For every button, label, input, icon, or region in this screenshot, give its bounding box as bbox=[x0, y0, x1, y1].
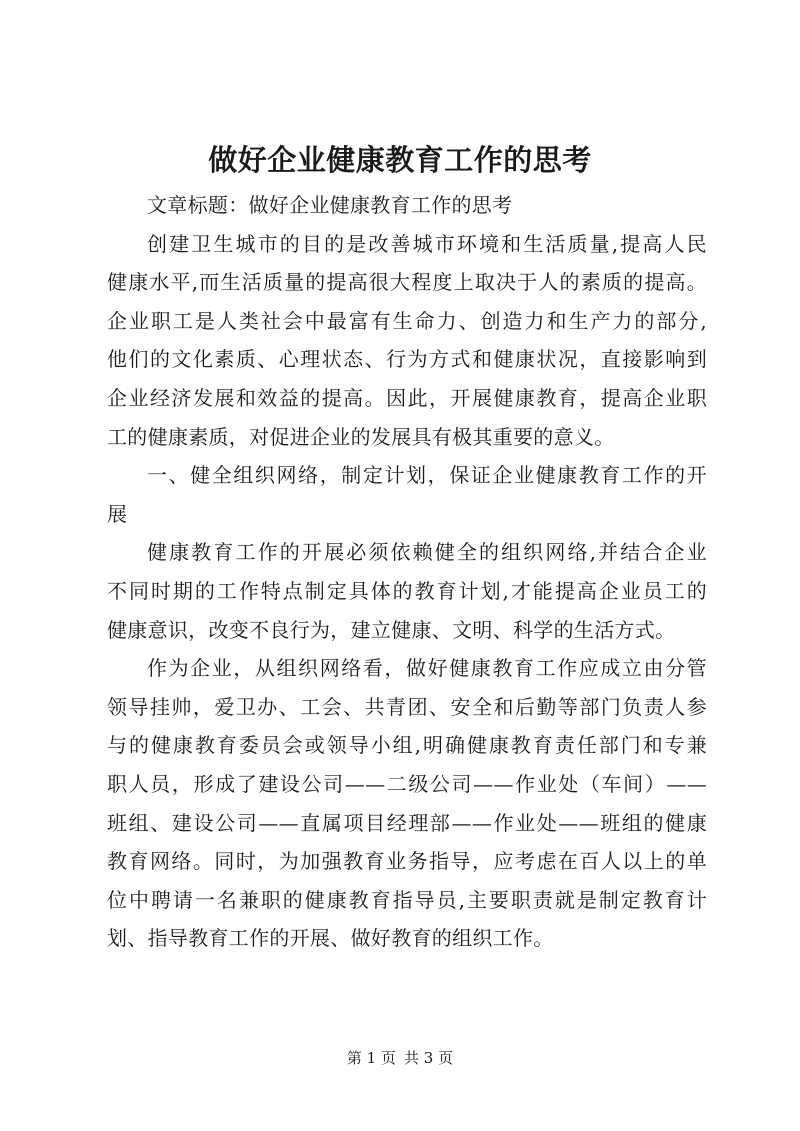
text-line: 与的健康教育委员会或领导小组,明确健康教育责任部门和专兼 bbox=[107, 733, 707, 758]
document-title: 做好企业健康教育工作的思考 bbox=[208, 143, 592, 177]
text-line: 企业职工是人类社会中最富有生命力、创造力和生产力的部分, bbox=[107, 308, 707, 333]
paragraph-intro bbox=[107, 225, 707, 457]
text-line: 一、健全组织网络，制定计划，保证企业健康教育工作的开 bbox=[147, 463, 707, 488]
text-line: 他们的文化素质、心理状态、行为方式和健康状况，直接影响到 bbox=[107, 347, 707, 372]
text-line: 文章标题：做好企业健康教育工作的思考 bbox=[147, 193, 513, 217]
document-body bbox=[107, 186, 707, 958]
text-line: 企业经济发展和效益的提高。因此，开展健康教育，提高企业职 bbox=[107, 385, 707, 410]
text-line: 班组、建设公司——直属项目经理部——作业处——班组的健康 bbox=[107, 810, 707, 835]
text-line: 作为企业，从组织网络看，做好健康教育工作应成立由分管 bbox=[147, 656, 707, 681]
page-number: 第 1 页 bbox=[346, 1049, 396, 1067]
text-line: 位中聘请一名兼职的健康教育指导员,主要职责就是制定教育计 bbox=[107, 887, 707, 912]
paragraph-article-title bbox=[107, 186, 707, 225]
text-line: 健康教育工作的开展必须依赖健全的组织网络,并结合企业 bbox=[147, 540, 707, 565]
text-line: 领导挂帅，爱卫办、工会、共青团、安全和后勤等部门负责人参 bbox=[107, 694, 707, 719]
section-heading-1 bbox=[107, 456, 707, 533]
text-line: 健康水平,而生活质量的提高很大程度上取决于人的素质的提高。 bbox=[107, 270, 707, 295]
text-line: 展 bbox=[107, 501, 128, 526]
text-line: 工的健康素质，对促进企业的发展具有极其重要的意义。 bbox=[107, 424, 615, 449]
text-line: 划、指导教育工作的开展、做好教育的组织工作。 bbox=[107, 926, 554, 951]
text-line: 健康意识，改变不良行为，建立健康、文明、科学的生活方式。 bbox=[107, 617, 676, 642]
text-line: 创建卫生城市的目的是改善城市环境和生活质量,提高人民 bbox=[147, 231, 707, 256]
text-line: 职人员，形成了建设公司——二级公司——作业处（车间）—— bbox=[107, 771, 707, 796]
paragraph-organization bbox=[107, 533, 707, 649]
text-line: 不同时期的工作特点制定具体的教育计划,才能提高企业员工的 bbox=[107, 578, 707, 603]
page-footer bbox=[0, 1047, 800, 1068]
page-total: 共 3 页 bbox=[404, 1049, 454, 1067]
paragraph-network bbox=[107, 649, 707, 958]
text-line: 教育网络。同时，为加强教育业务指导，应考虑在百人以上的单 bbox=[107, 849, 707, 874]
